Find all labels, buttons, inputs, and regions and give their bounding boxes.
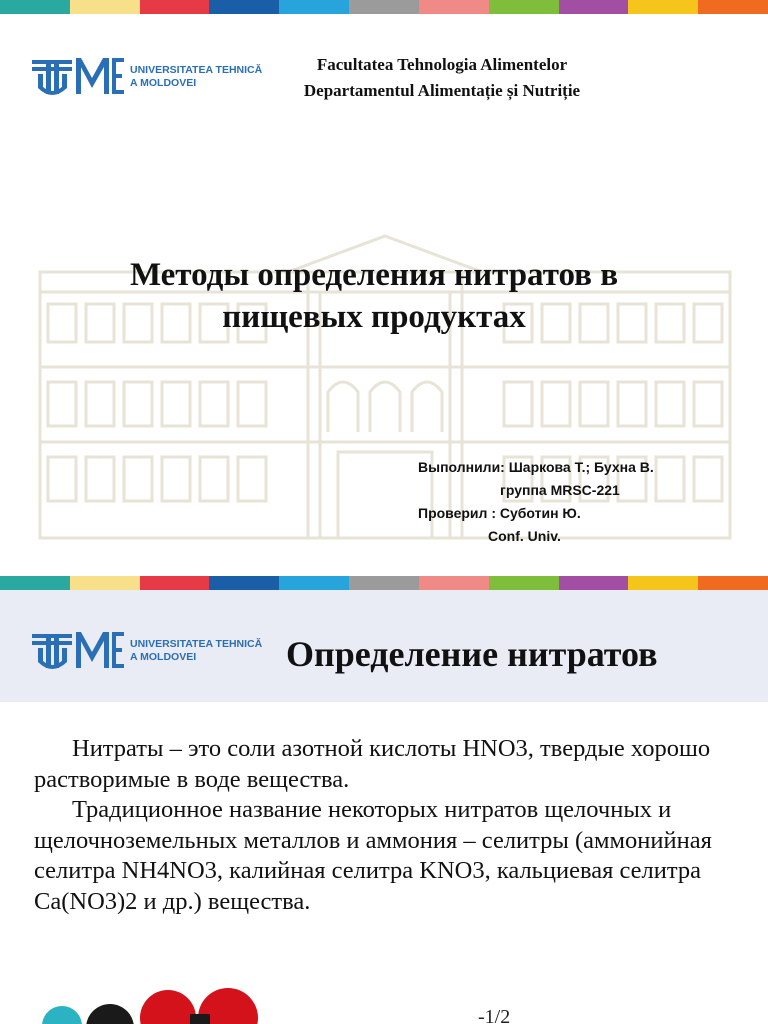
faculty-heading	[262, 52, 622, 104]
logo-line1: UNIVERSITATEA TEHNICĂ	[130, 64, 263, 76]
group: группа MRSC-221	[500, 482, 620, 498]
faculty-name: Facultatea Tehnologia Alimentelor	[316, 55, 568, 74]
checked-by: Проверил : Суботин Ю.	[418, 505, 581, 521]
position: Conf. Univ.	[488, 528, 561, 544]
utm-emblem-icon	[30, 52, 126, 102]
formula-fragment: -1/2	[478, 1006, 511, 1024]
logo-line2: A MOLDOVEI	[130, 651, 197, 663]
university-logo	[30, 52, 262, 102]
logo-line2: A MOLDOVEI	[130, 77, 197, 89]
university-logo	[30, 626, 262, 676]
utm-emblem-icon	[30, 626, 126, 676]
presentation-title	[60, 254, 688, 338]
slide-title: Определение нитратов	[286, 634, 658, 674]
performed-by: Выполнили: Шаркова Т.; Бухна В.	[418, 459, 654, 475]
nitrate-molecule-image	[40, 978, 340, 1024]
color-stripe-top	[0, 576, 768, 590]
department-name: Departamentul Alimentație și Nutriție	[303, 81, 581, 100]
paragraph-definition: Нитраты – это соли азотной кислоты HNO3, твердые хорошо растворимые в воде вещества.	[34, 735, 711, 793]
content-slide	[0, 576, 768, 1024]
slide-body	[34, 734, 746, 917]
title-line2: пищевых продуктах	[222, 299, 526, 335]
color-stripe-top	[0, 0, 768, 14]
authors-block	[418, 456, 758, 548]
paragraph-saltpeter: Традиционное название некоторых нитратов щелочных и щелочноземельных металлов и аммония – селитры (аммонийная селитра NH4NO3, калийная селитра KNO3, кальциевая селитра Ca(NO3)2 и др.) вещества.	[34, 796, 712, 915]
title-line1: Методы определения нитратов в	[129, 257, 619, 293]
logo-line1: UNIVERSITATEA TEHNICĂ	[130, 638, 263, 650]
